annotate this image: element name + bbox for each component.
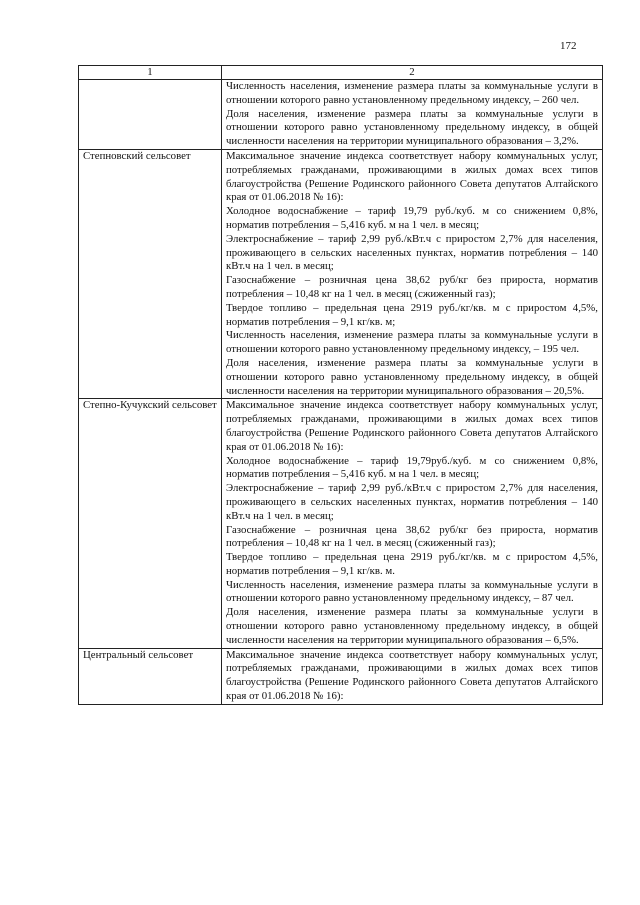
municipality-details	[222, 80, 603, 150]
paragraph: Электроснабжение – тариф 2,99 руб./кВт.ч с приростом 2,7% для населения, проживающего в сельских населенных пунктах, норматив потребления – 140 кВт.ч на 1 чел. в месяц;	[226, 232, 598, 273]
table-row	[79, 648, 603, 704]
paragraph: Холодное водоснабжение – тариф 19,79 руб./куб. м со снижением 0,8%, норматив потребления – 5,416 куб. м на 1 чел. в месяц;	[226, 205, 598, 231]
table-header-row	[79, 66, 603, 80]
municipality-details	[222, 648, 603, 704]
municipality-details	[222, 149, 603, 398]
paragraph: Холодное водоснабжение – тариф 19,79руб./куб. м со снижением 0,8%, норматив потребления – 5,416 куб. м на 1 чел. в месяц;	[226, 454, 598, 481]
paragraph: Газоснабжение – розничная цена 38,62 руб/кг без прироста, норматив потребления – 10,48 кг на 1 чел. в месяц (сжиженный газ);	[226, 523, 598, 550]
column-header-2: 2	[222, 66, 603, 80]
table-row	[79, 80, 603, 150]
table-row	[79, 149, 603, 398]
paragraph: Электроснабжение – тариф 2,99 руб./кВт.ч с приростом 2,7% для населения, проживающего в сельских населенных пунктах, норматив потребления – 140 кВт.ч на 1 чел. в месяц;	[226, 482, 598, 522]
paragraph: Максимальное значение индекса соответствует набору коммунальных услуг, потребляемых гражданами, проживающими в жилых домах всех типов благоустройства (Решение Родинского районного Совета депутатов Алтайского края от 01.06.2018 № 16):	[226, 149, 598, 204]
paragraph: Максимальное значение индекса соответствует набору коммунальных услуг, потребляемых гражданами, проживающими в жилых домах всех типов благоустройства (Решение Родинского районного Совета депутатов Алтайского края от 01.06.2018 № 16):	[226, 648, 598, 703]
municipality-name: Центральный сельсовет	[79, 648, 222, 704]
municipal-table	[78, 65, 603, 705]
municipality-name: Степно-Кучукский сельсовет	[79, 399, 222, 648]
municipality-name: Степновский сельсовет	[79, 149, 222, 398]
paragraph: Максимальное значение индекса соответствует набору коммунальных услуг, потребляемых гражданами, проживающими в жилых домах всех типов благоустройства (Решение Родинского районного Совета депутатов Алтайского края от 01.06.2018 № 16):	[226, 399, 598, 453]
paragraph: Доля населения, изменение размера платы за коммунальные услуги в отношении которого равно установленному предельному индексу, в общей численности населения на территории муниципального образования – 3,2%.	[226, 107, 598, 148]
paragraph: Твердое топливо – предельная цена 2919 руб./кг/кв. м с приростом 4,5%, норматив потребления – 9,1 кг/кв. м.	[226, 551, 598, 577]
table-row	[79, 399, 603, 648]
paragraph: Численность населения, изменение размера платы за коммунальные услуги в отношении которого равно установленному предельному индексу, – 87 чел.	[226, 578, 598, 605]
paragraph: Газоснабжение – розничная цена 38,62 руб/кг без прироста, норматив потребления – 10,48 кг на 1 чел. в месяц (сжиженный газ);	[226, 274, 598, 300]
column-header-1: 1	[79, 66, 222, 80]
page-number: 172	[560, 40, 577, 52]
municipality-name	[79, 80, 222, 150]
paragraph: Численность населения, изменение размера платы за коммунальные услуги в отношении которого равно установленному предельному индексу, – 195 чел.	[226, 329, 598, 356]
paragraph: Твердое топливо – предельная цена 2919 руб./кг/кв. м с приростом 4,5%, норматив потребления – 9,1 кг/кв. м;	[226, 301, 598, 328]
paragraph: Доля населения, изменение размера платы за коммунальные услуги в отношении которого равно установленному предельному индексу, в общей численности населения на территории муниципального образования – 6,5%.	[226, 606, 598, 646]
municipality-details	[222, 399, 603, 648]
paragraph: Доля населения, изменение размера платы за коммунальные услуги в отношении которого равно установленному предельному индексу, в общей численности населения на территории муниципального образования – 20,5%.	[226, 356, 598, 397]
paragraph: Численность населения, изменение размера платы за коммунальные услуги в отношении которого равно установленному предельному индексу, – 260 чел.	[226, 80, 598, 106]
